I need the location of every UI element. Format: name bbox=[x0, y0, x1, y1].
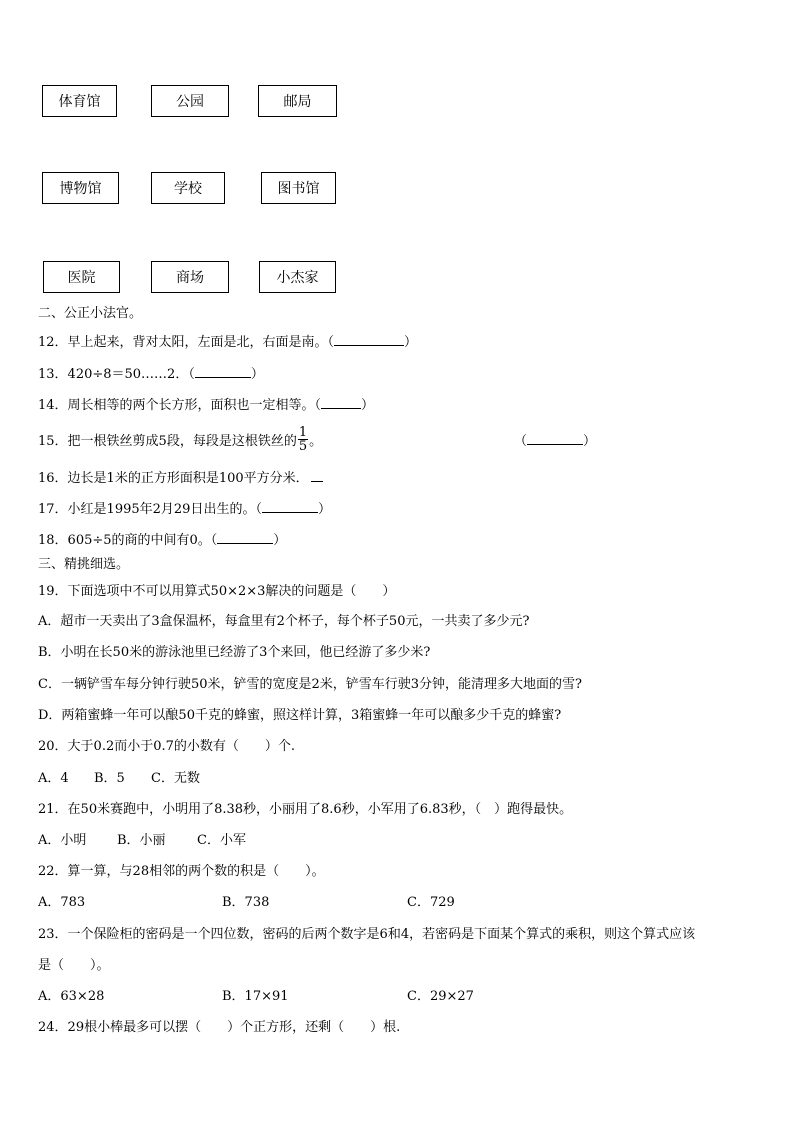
question-17 bbox=[38, 499, 331, 519]
place-box-park: 公园 bbox=[151, 85, 229, 117]
place-box-school: 学校 bbox=[151, 172, 225, 204]
question-20: 20．大于0.2而小于0.7的小数有（ ）个. bbox=[38, 739, 296, 754]
question-19-option-a: A．超市一天卖出了3盒保温杯，每盒里有2个杯子，每个杯子50元，一共卖了多少元? bbox=[38, 614, 530, 629]
question-20-option-a: A．4 bbox=[38, 771, 69, 786]
question-22-option-b: B．738 bbox=[222, 895, 270, 910]
answer-blank[interactable] bbox=[195, 364, 251, 378]
question-19-option-c: C．一辆铲雪车每分钟行驶50米，铲雪的宽度是2米，铲雪车行驶3分钟，能清理多大地面的雪? bbox=[38, 677, 583, 692]
question-19: 19．下面选项中不可以用算式50×2×3解决的问题是（ ） bbox=[38, 584, 396, 599]
question-23-option-c: C．29×27 bbox=[407, 989, 474, 1004]
place-box-hospital: 医院 bbox=[43, 261, 120, 293]
answer-blank[interactable] bbox=[311, 468, 323, 482]
fraction-numerator: 1 bbox=[298, 425, 308, 440]
paren-close: ） bbox=[250, 367, 264, 382]
place-box-post-office: 邮局 bbox=[258, 85, 337, 117]
answer-blank[interactable] bbox=[321, 395, 361, 409]
place-box-library: 图书馆 bbox=[261, 172, 336, 204]
question-18 bbox=[38, 530, 286, 550]
question-16-text: 16．边长是1米的正方形面积是100平方分米． bbox=[38, 471, 309, 486]
answer-blank[interactable] bbox=[527, 431, 583, 445]
question-22-option-c: C．729 bbox=[407, 895, 455, 910]
question-19-option-b: B．小明在长50米的游泳池里已经游了3个来回，他已经游了多少米? bbox=[38, 645, 431, 660]
question-14-text: 14．周长相等的两个长方形，面积也一定相等。（ bbox=[38, 398, 322, 413]
fraction bbox=[298, 426, 308, 453]
question-15-end: 。 bbox=[309, 434, 323, 449]
question-20-option-c: C．无数 bbox=[151, 771, 200, 786]
place-box-mall: 商场 bbox=[151, 261, 229, 293]
question-22: 22．算一算，与28相邻的两个数的积是（ ）。 bbox=[38, 864, 325, 879]
question-15-answer bbox=[514, 431, 596, 451]
fraction-denominator: 5 bbox=[298, 439, 308, 454]
paren-close: ） bbox=[317, 502, 331, 517]
paren-close: ） bbox=[583, 434, 597, 449]
question-23-option-a: A．63×28 bbox=[38, 989, 105, 1004]
question-12-text: 12．早上起来，背对太阳，左面是北，右面是南。（ bbox=[38, 335, 335, 350]
question-15-text: 15．把一根铁丝剪成5段，每段是这根铁丝的 bbox=[38, 434, 297, 449]
paren-close: ） bbox=[404, 335, 418, 350]
question-13-text: 13．420÷8＝50……2．（ bbox=[38, 367, 195, 382]
section-3-title: 三、精挑细选。 bbox=[38, 557, 130, 572]
answer-blank[interactable] bbox=[334, 332, 404, 346]
question-21: 21．在50米赛跑中，小明用了8.38秒，小丽用了8.6秒，小军用了6.83秒，（ ）跑得最快。 bbox=[38, 802, 573, 817]
place-box-gym: 体育馆 bbox=[42, 85, 117, 117]
question-16 bbox=[38, 468, 323, 488]
question-14 bbox=[38, 395, 374, 415]
question-21-option-b: B．小丽 bbox=[117, 833, 166, 848]
question-18-text: 18．605÷5的商的中间有0。（ bbox=[38, 533, 218, 548]
question-19-option-d: D．两箱蜜蜂一年可以酿50千克的蜂蜜，照这样计算，3箱蜜蜂一年可以酿多少千克的蜂蜜? bbox=[38, 708, 562, 723]
paren-close: ） bbox=[361, 398, 375, 413]
answer-blank[interactable] bbox=[217, 530, 273, 544]
question-17-text: 17．小红是1995年2月29日出生的。（ bbox=[38, 502, 262, 517]
question-21-option-a: A．小明 bbox=[38, 833, 87, 848]
question-22-option-a: A．783 bbox=[38, 895, 86, 910]
question-23-line-1: 23．一个保险柜的密码是一个四位数，密码的后两个数字是6和4，若密码是下面某个算式的乘积，则这个算式应该 bbox=[38, 927, 696, 942]
question-24: 24．29根小棒最多可以摆（ ）个正方形，还剩（ ）根. bbox=[38, 1020, 401, 1035]
question-23-line-2: 是（ ）。 bbox=[38, 958, 110, 973]
paren-open: （ bbox=[514, 434, 528, 449]
question-12 bbox=[38, 332, 417, 352]
question-20-option-b: B．5 bbox=[94, 771, 125, 786]
place-box-museum: 博物馆 bbox=[42, 172, 119, 204]
question-21-option-c: C．小军 bbox=[197, 833, 246, 848]
answer-blank[interactable] bbox=[262, 499, 318, 513]
place-box-xiaojie-home: 小杰家 bbox=[259, 261, 336, 293]
paren-close: ） bbox=[273, 533, 287, 548]
question-15 bbox=[38, 425, 323, 455]
question-23-option-b: B．17×91 bbox=[222, 989, 289, 1004]
question-13 bbox=[38, 364, 264, 384]
section-2-title: 二、公正小法官。 bbox=[38, 306, 143, 321]
